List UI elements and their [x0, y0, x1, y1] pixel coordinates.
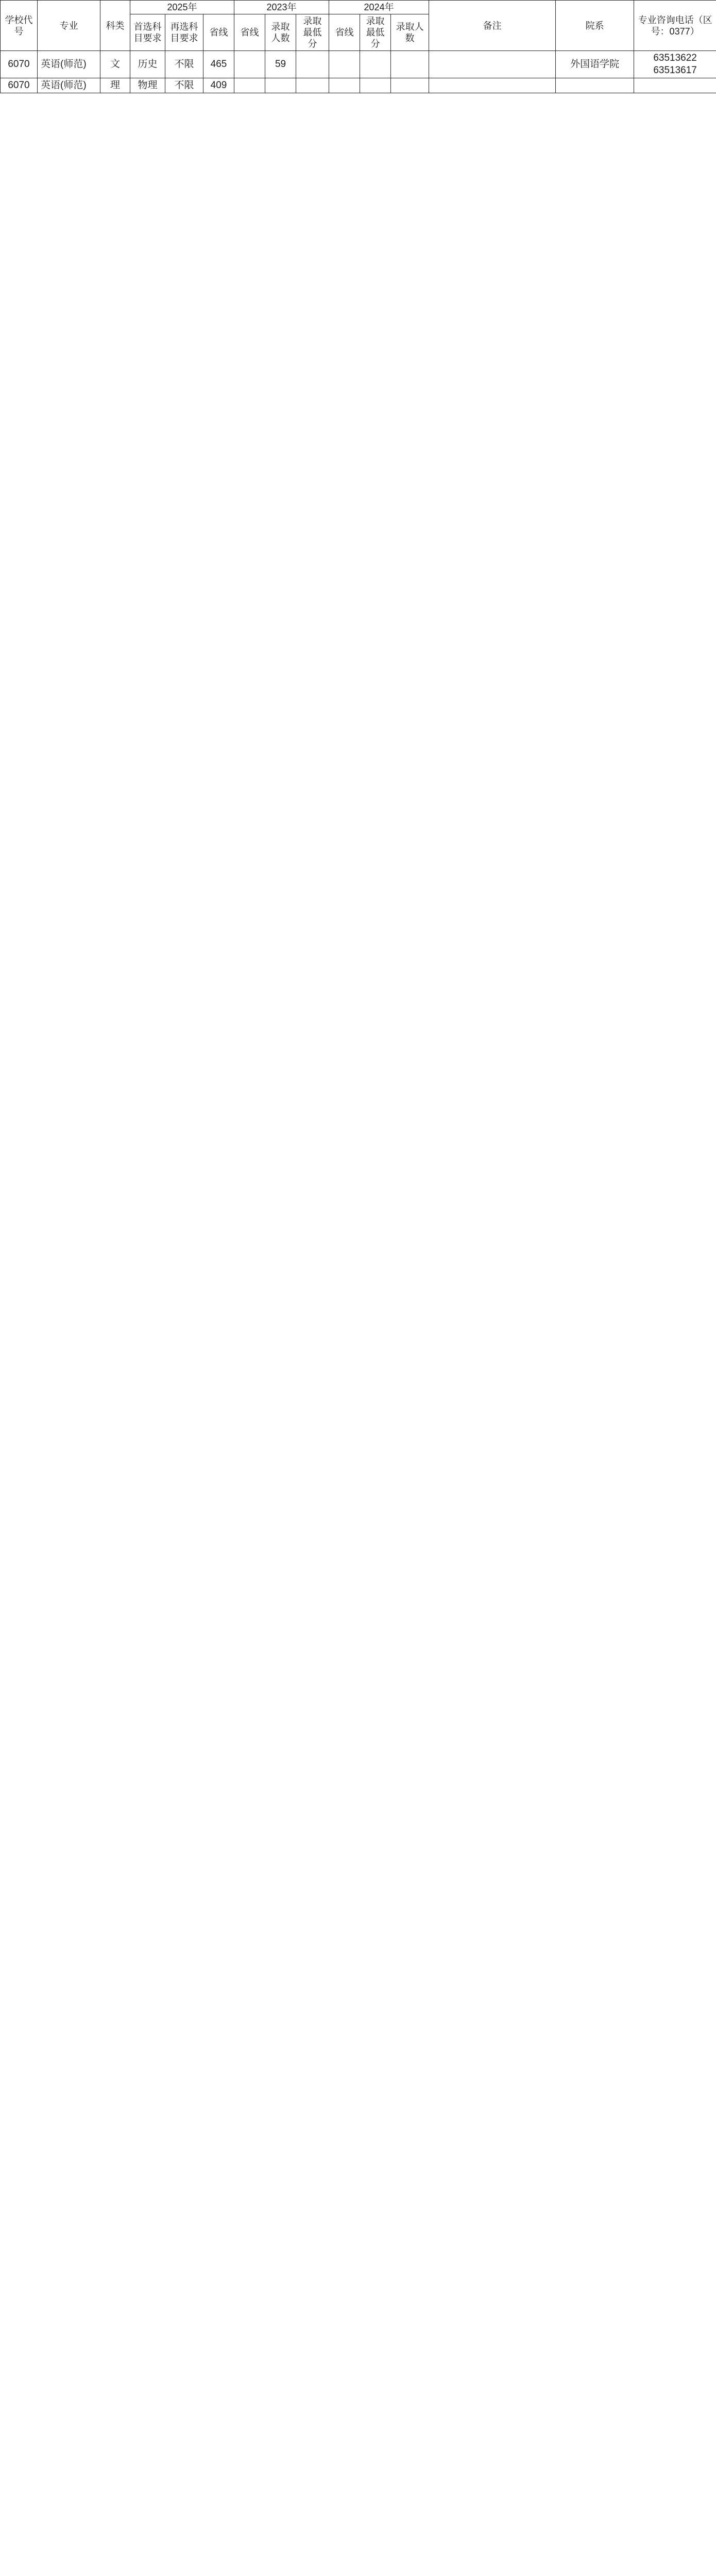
- header-phone: 专业咨询电话（区号：0377）: [634, 1, 716, 51]
- cell-college: 外国语学院: [556, 51, 634, 78]
- header-2024: 2024年: [329, 1, 429, 14]
- cell-m24: [360, 51, 391, 78]
- header-line-2023: 省线: [234, 14, 265, 51]
- header-subject2: 再选科目要求: [165, 14, 203, 51]
- cell-l25: 409: [203, 78, 234, 93]
- cell-l23: [234, 78, 265, 93]
- cell-m24: [360, 78, 391, 93]
- cell-phone: [634, 78, 716, 93]
- admission-table: [0, 0, 716, 93]
- header-min-2024: 录取最低分: [360, 14, 391, 51]
- cell-code: 6070: [1, 78, 38, 93]
- header-2023: 2023年: [234, 1, 329, 14]
- cell-p23: [265, 78, 296, 93]
- cell-code: 6070: [1, 51, 38, 78]
- header-2025: 2025年: [130, 1, 234, 14]
- cell-m23: [296, 78, 329, 93]
- header-plan-2024: 录取人数: [391, 14, 429, 51]
- header-line-2024: 省线: [329, 14, 360, 51]
- header-line-2025: 省线: [203, 14, 234, 51]
- cell-college: [556, 78, 634, 93]
- cell-l24: [329, 51, 360, 78]
- header-code: 学校代号: [1, 1, 38, 51]
- cell-s1: 物理: [130, 78, 165, 93]
- cell-cat: 文: [100, 51, 130, 78]
- cell-m23: [296, 51, 329, 78]
- header-note: 备注: [429, 1, 556, 51]
- cell-p24: [391, 51, 429, 78]
- cell-l25: 465: [203, 51, 234, 78]
- cell-s2: 不限: [165, 78, 203, 93]
- cell-p23: 59: [265, 51, 296, 78]
- header-college: 院系: [556, 1, 634, 51]
- cell-note: [429, 51, 556, 78]
- table-row: [1, 51, 716, 78]
- cell-note: [429, 78, 556, 93]
- header-min-2023: 录取最低分: [296, 14, 329, 51]
- table-row: [1, 78, 716, 93]
- header-major: 专业: [38, 1, 100, 51]
- header-category: 科类: [100, 1, 130, 51]
- cell-cat: 理: [100, 78, 130, 93]
- cell-s1: 历史: [130, 51, 165, 78]
- cell-s2: 不限: [165, 51, 203, 78]
- cell-l23: [234, 51, 265, 78]
- cell-phone: 63513622 63513617: [634, 51, 716, 78]
- table-body: [1, 51, 716, 93]
- header-subject1: 首选科目要求: [130, 14, 165, 51]
- cell-l24: [329, 78, 360, 93]
- cell-major: 英语(师范): [38, 78, 100, 93]
- cell-major: 英语(师范): [38, 51, 100, 78]
- header-plan-2023: 录取人数: [265, 14, 296, 51]
- cell-p24: [391, 78, 429, 93]
